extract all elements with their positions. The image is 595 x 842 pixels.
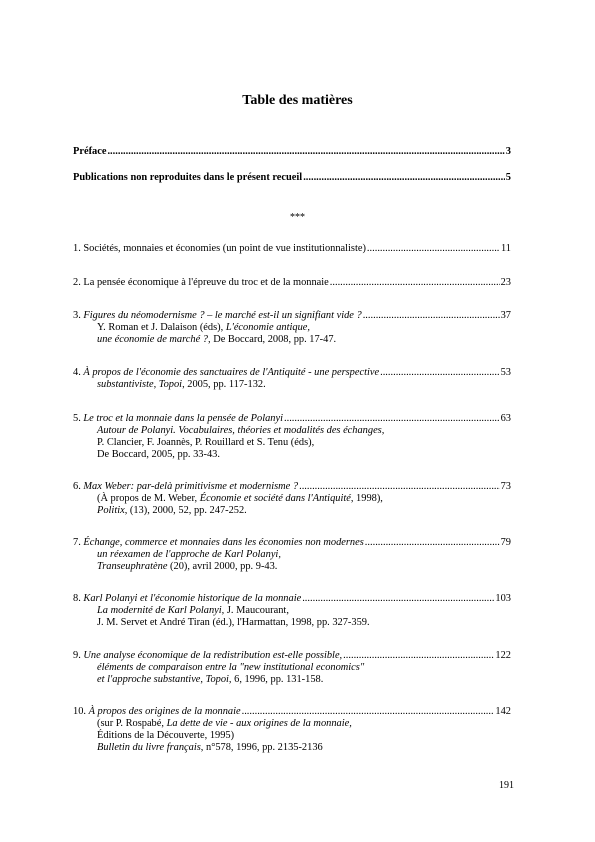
entry-detail-line: J. M. Servet et André Tiran (éd.), l'Harmattan, 1998, pp. 327-359.: [97, 617, 370, 628]
entry-detail-line: Autour de Polanyi. Vocabulaires, théories et modalités des échanges,: [97, 425, 385, 436]
leader-dots: [380, 367, 500, 379]
toc-entry-3: [73, 310, 511, 346]
entry-title: Max Weber: par-delà primitivisme et modernisme ?: [83, 481, 299, 492]
entry-page: 122: [495, 650, 511, 661]
entry-page: 5: [505, 172, 511, 183]
entry-number: 4.: [73, 367, 81, 378]
entry-page: 73: [500, 481, 511, 492]
entry-detail-line: substantiviste, Topoi, 2005, pp. 117-132.: [97, 379, 266, 390]
leader-dots: [284, 413, 500, 425]
entry-title: À propos de l'économie des sanctuaires de l'Antiquité - une perspective: [83, 367, 380, 378]
entry-detail-line: éléments de comparaison entre la "new institutional economics": [97, 662, 365, 673]
entry-title: Karl Polanyi et l'économie historique de la monnaie: [83, 593, 302, 604]
entry-detail-line: La modernité de Karl Polanyi, J. Maucourant,: [97, 605, 289, 616]
leader-dots: [365, 537, 500, 549]
page-title: Table des matières: [242, 93, 353, 108]
entry-page: 142: [495, 706, 511, 717]
entry-page: 3: [505, 146, 511, 157]
leader-dots: [330, 277, 500, 289]
entry-detail-line: Y. Roman et J. Dalaison (éds), L'économie antique,: [97, 322, 310, 333]
entry-page: 79: [500, 537, 511, 548]
entry-number: 3.: [73, 310, 81, 321]
entry-detail-line: (À propos de M. Weber, Économie et société dans l'Antiquité, 1998),: [97, 493, 383, 504]
toc-entry-publications: [73, 172, 511, 184]
entry-number: 7.: [73, 537, 81, 548]
entry-page: 11: [500, 243, 511, 254]
entry-title: Une analyse économique de la redistribution est-elle possible,: [83, 650, 343, 661]
entry-title: La pensée économique à l'épreuve du troc et de la monnaie: [83, 277, 329, 288]
entry-page: 23: [500, 277, 511, 288]
entry-number: 6.: [73, 481, 81, 492]
toc-entry-9: [73, 650, 511, 686]
entry-title: À propos des origines de la monnaie: [88, 706, 241, 717]
entry-detail-line: Éditions de la Découverte, 1995): [97, 730, 235, 741]
entry-title: Publications non reproduites dans le présent recueil: [73, 172, 303, 183]
leader-dots: [242, 706, 495, 718]
entry-number: 5.: [73, 413, 81, 424]
entry-number: 8.: [73, 593, 81, 604]
toc-entry-10: [73, 706, 511, 754]
toc-entry-1: [73, 243, 511, 255]
leader-dots: [303, 172, 505, 184]
entry-detail-line: une économie de marché ?, De Boccard, 2008, pp. 17-47.: [97, 334, 337, 345]
entry-number: 10.: [73, 706, 86, 717]
entry-page: 63: [500, 413, 511, 424]
entry-detail-line: Bulletin du livre français, n°578, 1996, pp. 2135-2136: [97, 742, 323, 753]
section-separator: ***: [290, 212, 305, 223]
entry-page: 103: [495, 593, 511, 604]
leader-dots: [299, 481, 500, 493]
toc-entry-5: [73, 413, 511, 461]
entry-detail-line: et l'approche substantive, Topoi, 6, 1996, pp. 131-158.: [97, 674, 324, 685]
entry-detail-line: Politix, (13), 2000, 52, pp. 247-252.: [97, 505, 247, 516]
entry-number: 9.: [73, 650, 81, 661]
entry-title: Sociétés, monnaies et économies (un point de vue institutionnaliste): [83, 243, 366, 254]
leader-dots: [107, 146, 504, 158]
toc-entry-6: [73, 481, 511, 517]
toc-entry-preface: [73, 146, 511, 158]
entry-detail-line: De Boccard, 2005, pp. 33-43.: [97, 449, 220, 460]
entry-detail-line: un réexamen de l'approche de Karl Polanyi,: [97, 549, 281, 560]
entry-number: 1.: [73, 243, 81, 254]
entry-detail-line: (sur P. Rospabé, La dette de vie - aux origines de la monnaie,: [97, 718, 352, 729]
entry-title: Échange, commerce et monnaies dans les économies non modernes: [83, 537, 364, 548]
toc-entry-4: [73, 367, 511, 391]
entry-detail-line: Transeuphratène (20), avril 2000, pp. 9-43.: [97, 561, 278, 572]
leader-dots: [302, 593, 494, 605]
toc-entry-2: [73, 277, 511, 289]
page-number: 191: [499, 780, 514, 791]
entry-number: 2.: [73, 277, 81, 288]
leader-dots: [343, 650, 494, 662]
entry-title: Le troc et la monnaie dans la pensée de Polanyi: [83, 413, 283, 424]
entry-page: 53: [500, 367, 511, 378]
toc-entry-7: [73, 537, 511, 573]
entry-detail-line: P. Clancier, F. Joannès, P. Rouillard et S. Tenu (éds),: [97, 437, 315, 448]
entry-page: 37: [500, 310, 511, 321]
entry-title: Figures du néomodernisme ? – le marché est-il un signifiant vide ?: [83, 310, 362, 321]
entry-title: Préface: [73, 146, 107, 157]
leader-dots: [367, 243, 500, 255]
leader-dots: [363, 310, 500, 322]
toc-entry-8: [73, 593, 511, 629]
